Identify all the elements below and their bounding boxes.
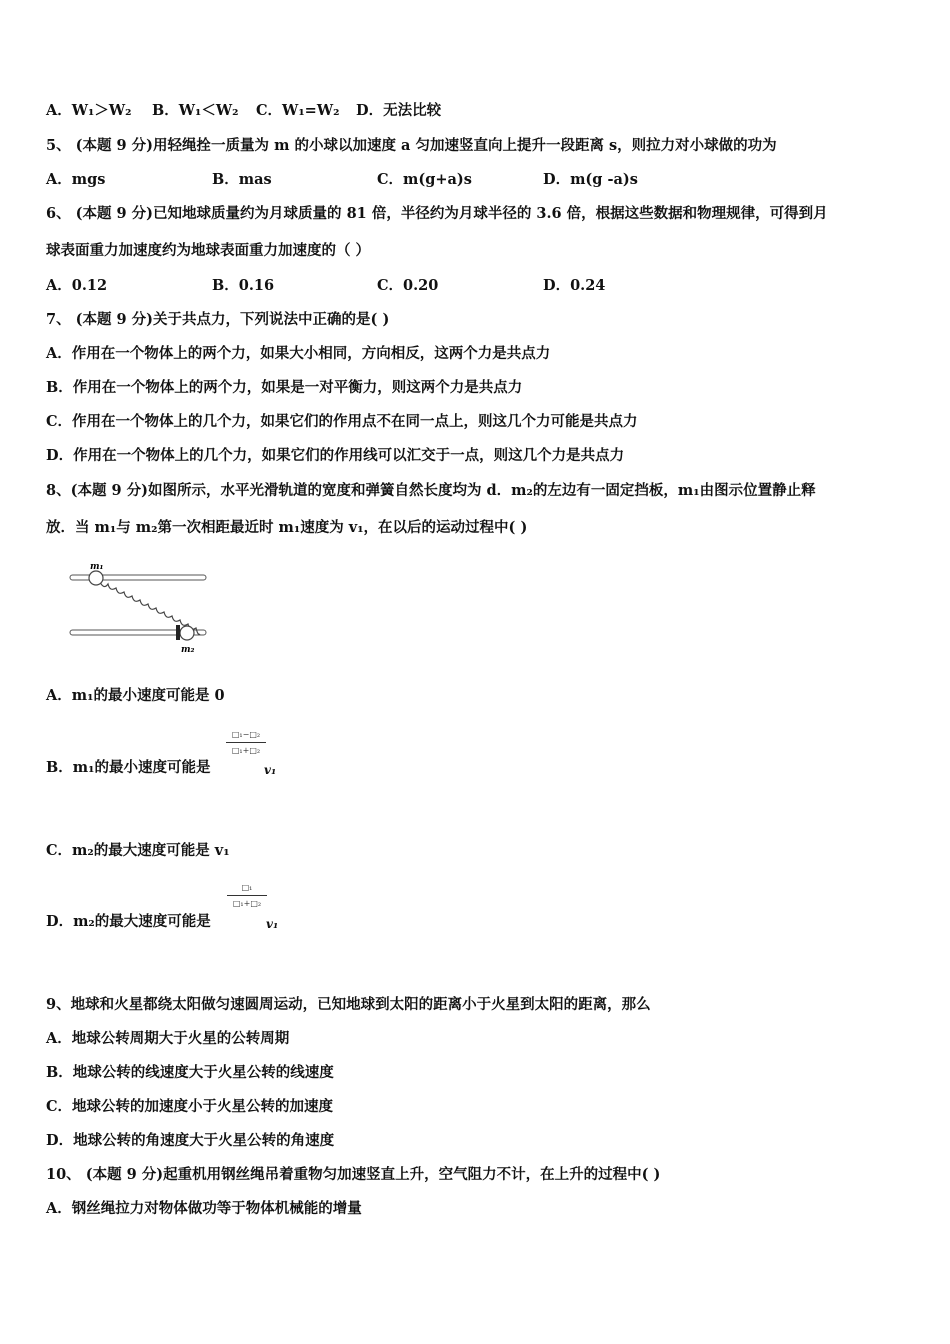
q5-stem: 5、 (本题 9 分)用轻绳拴一质量为 m 的小球以加速度 a 匀加速竖直向上提升一段距离 s，则拉力对小球做的功为 — [46, 137, 777, 154]
q8-option-b: B．m₁的最小速度可能是 — [46, 759, 211, 776]
q8-option-b-suffix: v₁ — [264, 763, 277, 777]
q10-option-a: A．钢丝绳拉力对物体做功等于物体机械能的增量 — [46, 1200, 362, 1217]
q10-stem: 10、 (本题 9 分)起重机用钢丝绳吊着重物匀加速竖直上升，空气阻力不计，在上升的过程中( ) — [46, 1166, 661, 1183]
q9-option-a: A．地球公转周期大于火星的公转周期 — [46, 1030, 290, 1047]
fixed-stop-plate — [176, 625, 180, 640]
label-m2: m₂ — [181, 645, 195, 655]
q7-option-b: B．作用在一个物体上的两个力，如果是一对平衡力，则这两个力是共点力 — [46, 379, 523, 396]
spring-rail-figure — [66, 560, 216, 660]
q7-option-c: C．作用在一个物体上的几个力，如果它们的作用点不在同一点上，则这几个力可能是共点力 — [46, 413, 638, 430]
fraction-numerator: □₁ — [241, 883, 253, 892]
q6-option-d: D．0.24 — [543, 277, 606, 294]
fraction-denominator: □₁+□₂ — [232, 899, 262, 908]
q5-option-d: D．m(g -a)s — [543, 171, 638, 188]
q8-stem-line1: 8、(本题 9 分)如图所示，水平光滑轨道的宽度和弹簧自然长度均为 d．m₂的左边有一固定挡板，m₁由图示位置静止释 — [46, 482, 816, 499]
fraction-denominator: □₁+□₂ — [231, 746, 261, 755]
q8-option-d-fraction — [227, 882, 267, 909]
q9-option-b: B．地球公转的线速度大于火星公转的线速度 — [46, 1064, 334, 1081]
q4-option-d: D．无法比较 — [356, 102, 442, 119]
q6-stem-line2: 球表面重力加速度约为地球表面重力加速度的（ ） — [46, 242, 371, 259]
q7-option-d: D．作用在一个物体上的几个力，如果它们的作用线可以汇交于一点，则这几个力是共点力 — [46, 447, 625, 464]
q7-option-a: A．作用在一个物体上的两个力，如果大小相同，方向相反，这两个力是共点力 — [46, 345, 551, 362]
q4-option-b: B．W₁＜W₂ — [152, 102, 239, 119]
mass-m2 — [180, 626, 194, 640]
q9-stem: 9、地球和火星都绕太阳做匀速圆周运动，已知地球到太阳的距离小于火星到太阳的距离，那么 — [46, 996, 651, 1013]
q8-stem-line2: 放．当 m₁与 m₂第一次相距最近时 m₁速度为 v₁，在以后的运动过程中( ) — [46, 519, 528, 536]
q6-option-a: A．0.12 — [46, 277, 108, 294]
q8-option-c: C．m₂的最大速度可能是 v₁ — [46, 842, 230, 859]
q5-option-c: C．m(g+a)s — [377, 171, 472, 188]
q8-option-b-fraction — [226, 729, 266, 756]
q5-option-b: B．mas — [212, 171, 272, 188]
q4-option-a: A．W₁＞W₂ — [46, 102, 132, 119]
q5-option-a: A．mgs — [46, 171, 106, 188]
q6-option-c: C．0.20 — [377, 277, 439, 294]
label-m1: m₁ — [90, 562, 104, 572]
q7-stem: 7、 (本题 9 分)关于共点力，下列说法中正确的是( ) — [46, 311, 390, 328]
q9-option-d: D．地球公转的角速度大于火星公转的角速度 — [46, 1132, 335, 1149]
fraction-numerator: □₁−□₂ — [231, 730, 261, 739]
q9-option-c: C．地球公转的加速度小于火星公转的加速度 — [46, 1098, 334, 1115]
q8-option-d-suffix: v₁ — [266, 917, 279, 931]
q8-option-a: A．m₁的最小速度可能是 0 — [46, 687, 225, 704]
q6-option-b: B．0.16 — [212, 277, 275, 294]
mass-m1 — [89, 571, 103, 585]
q8-option-d: D．m₂的最大速度可能是 — [46, 913, 211, 930]
q6-stem-line1: 6、 (本题 9 分)已知地球质量约为月球质量的 81 倍，半径约为月球半径的 3.6 倍，根据这些数据和物理规律，可得到月 — [46, 205, 828, 222]
q4-option-c: C．W₁=W₂ — [256, 102, 340, 119]
